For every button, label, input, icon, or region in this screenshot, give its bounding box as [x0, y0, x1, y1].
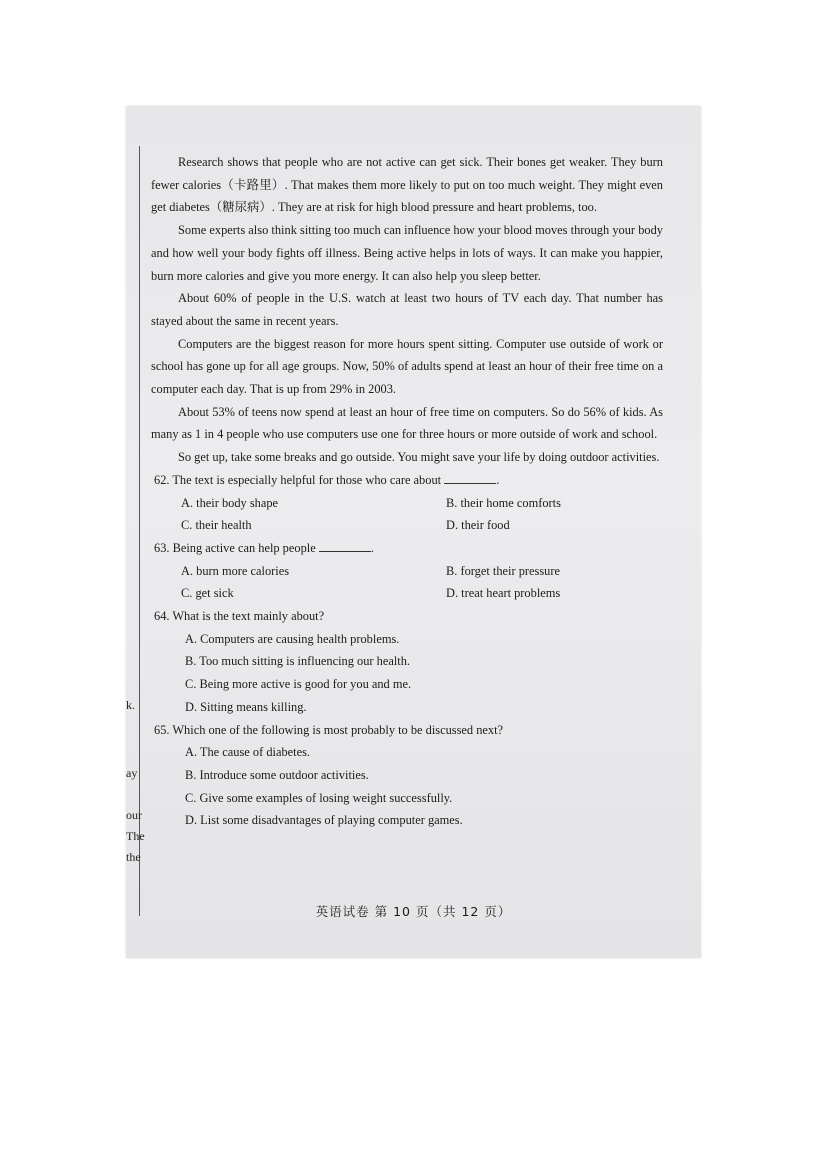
question-62 — [151, 469, 663, 537]
option-b: B. Too much sitting is influencing our health. — [185, 654, 411, 669]
passage-paragraph: About 53% of teens now spend at least an hour of free time on computers. So do 56% of kids. As many as 1 in 4 people who use computers use one for three hours or more outside of work and school. — [151, 404, 663, 442]
question-65 — [151, 719, 663, 833]
option-d: D. Sitting means killing. — [185, 699, 307, 714]
option-grid — [151, 560, 663, 605]
question-63 — [151, 537, 663, 605]
option-b: B. their home comforts — [446, 495, 561, 510]
edge-fragment: our — [126, 808, 142, 822]
edge-fragment: the — [126, 850, 141, 864]
question-64 — [151, 605, 663, 719]
question-stem: 65. Which one of the following is most probably to be discussed next? — [154, 722, 504, 737]
edge-fragment: ay — [126, 766, 138, 780]
option-b: B. Introduce some outdoor activities. — [185, 767, 369, 782]
passage-paragraph: Computers are the biggest reason for more hours spent sitting. Computer use outside of work or school has gone up for all age groups. Now, 50% of adults spend at least an hour of their free time on a computer each day. That is up from 29% in 2003. — [151, 336, 663, 397]
question-stem: 62. The text is especially helpful for those who care about . — [154, 472, 500, 487]
option-c: C. Give some examples of losing weight successfully. — [185, 790, 453, 805]
option-d: D. their food — [446, 518, 510, 533]
option-a: A. Computers are causing health problems. — [185, 631, 400, 646]
passage-paragraph: About 60% of people in the U.S. watch at least two hours of TV each day. That number has stayed about the same in recent years. — [151, 291, 663, 328]
option-a: A. The cause of diabetes. — [185, 745, 311, 760]
passage-paragraph: Research shows that people who are not active can get sick. Their bones get weaker. They burn fewer calories（卡路里）. That makes them more likely to put on too much weight. They might even get diabetes（糖尿病）. They are at risk for high blood pressure and heart problems, too. — [151, 155, 663, 215]
option-c: C. Being more active is good for you and me. — [185, 677, 412, 692]
exam-page — [126, 106, 701, 958]
option-d: D. treat heart problems — [446, 586, 561, 601]
passage-paragraph: So get up, take some breaks and go outside. You might save your life by doing outdoor activities. — [178, 450, 660, 465]
question-stem: 63. Being active can help people . — [154, 540, 374, 555]
option-b: B. forget their pressure — [446, 563, 561, 578]
page-footer: 英语试卷 第 10 页（共 12 页） — [315, 904, 512, 919]
margin-line — [139, 146, 140, 916]
answer-blank — [319, 540, 371, 552]
option-a: A. their body shape — [181, 495, 279, 510]
passage-paragraph: Some experts also think sitting too much can influence how your blood moves through your body and how well your body fights off illness. Being active helps in lots of ways. It can make you happier, burn more calories and give you more energy. It can also help you sleep better. — [151, 223, 663, 283]
exam-content — [151, 151, 663, 832]
option-c: C. their health — [181, 518, 252, 533]
question-stem: 64. What is the text mainly about? — [154, 609, 325, 624]
edge-fragment: k. — [126, 698, 135, 712]
option-grid — [151, 492, 663, 537]
option-c: C. get sick — [181, 586, 234, 601]
option-d: D. List some disadvantages of playing computer games. — [185, 813, 463, 828]
edge-fragment: The — [126, 829, 145, 843]
option-a: A. burn more calories — [181, 563, 290, 578]
answer-blank — [444, 472, 496, 484]
